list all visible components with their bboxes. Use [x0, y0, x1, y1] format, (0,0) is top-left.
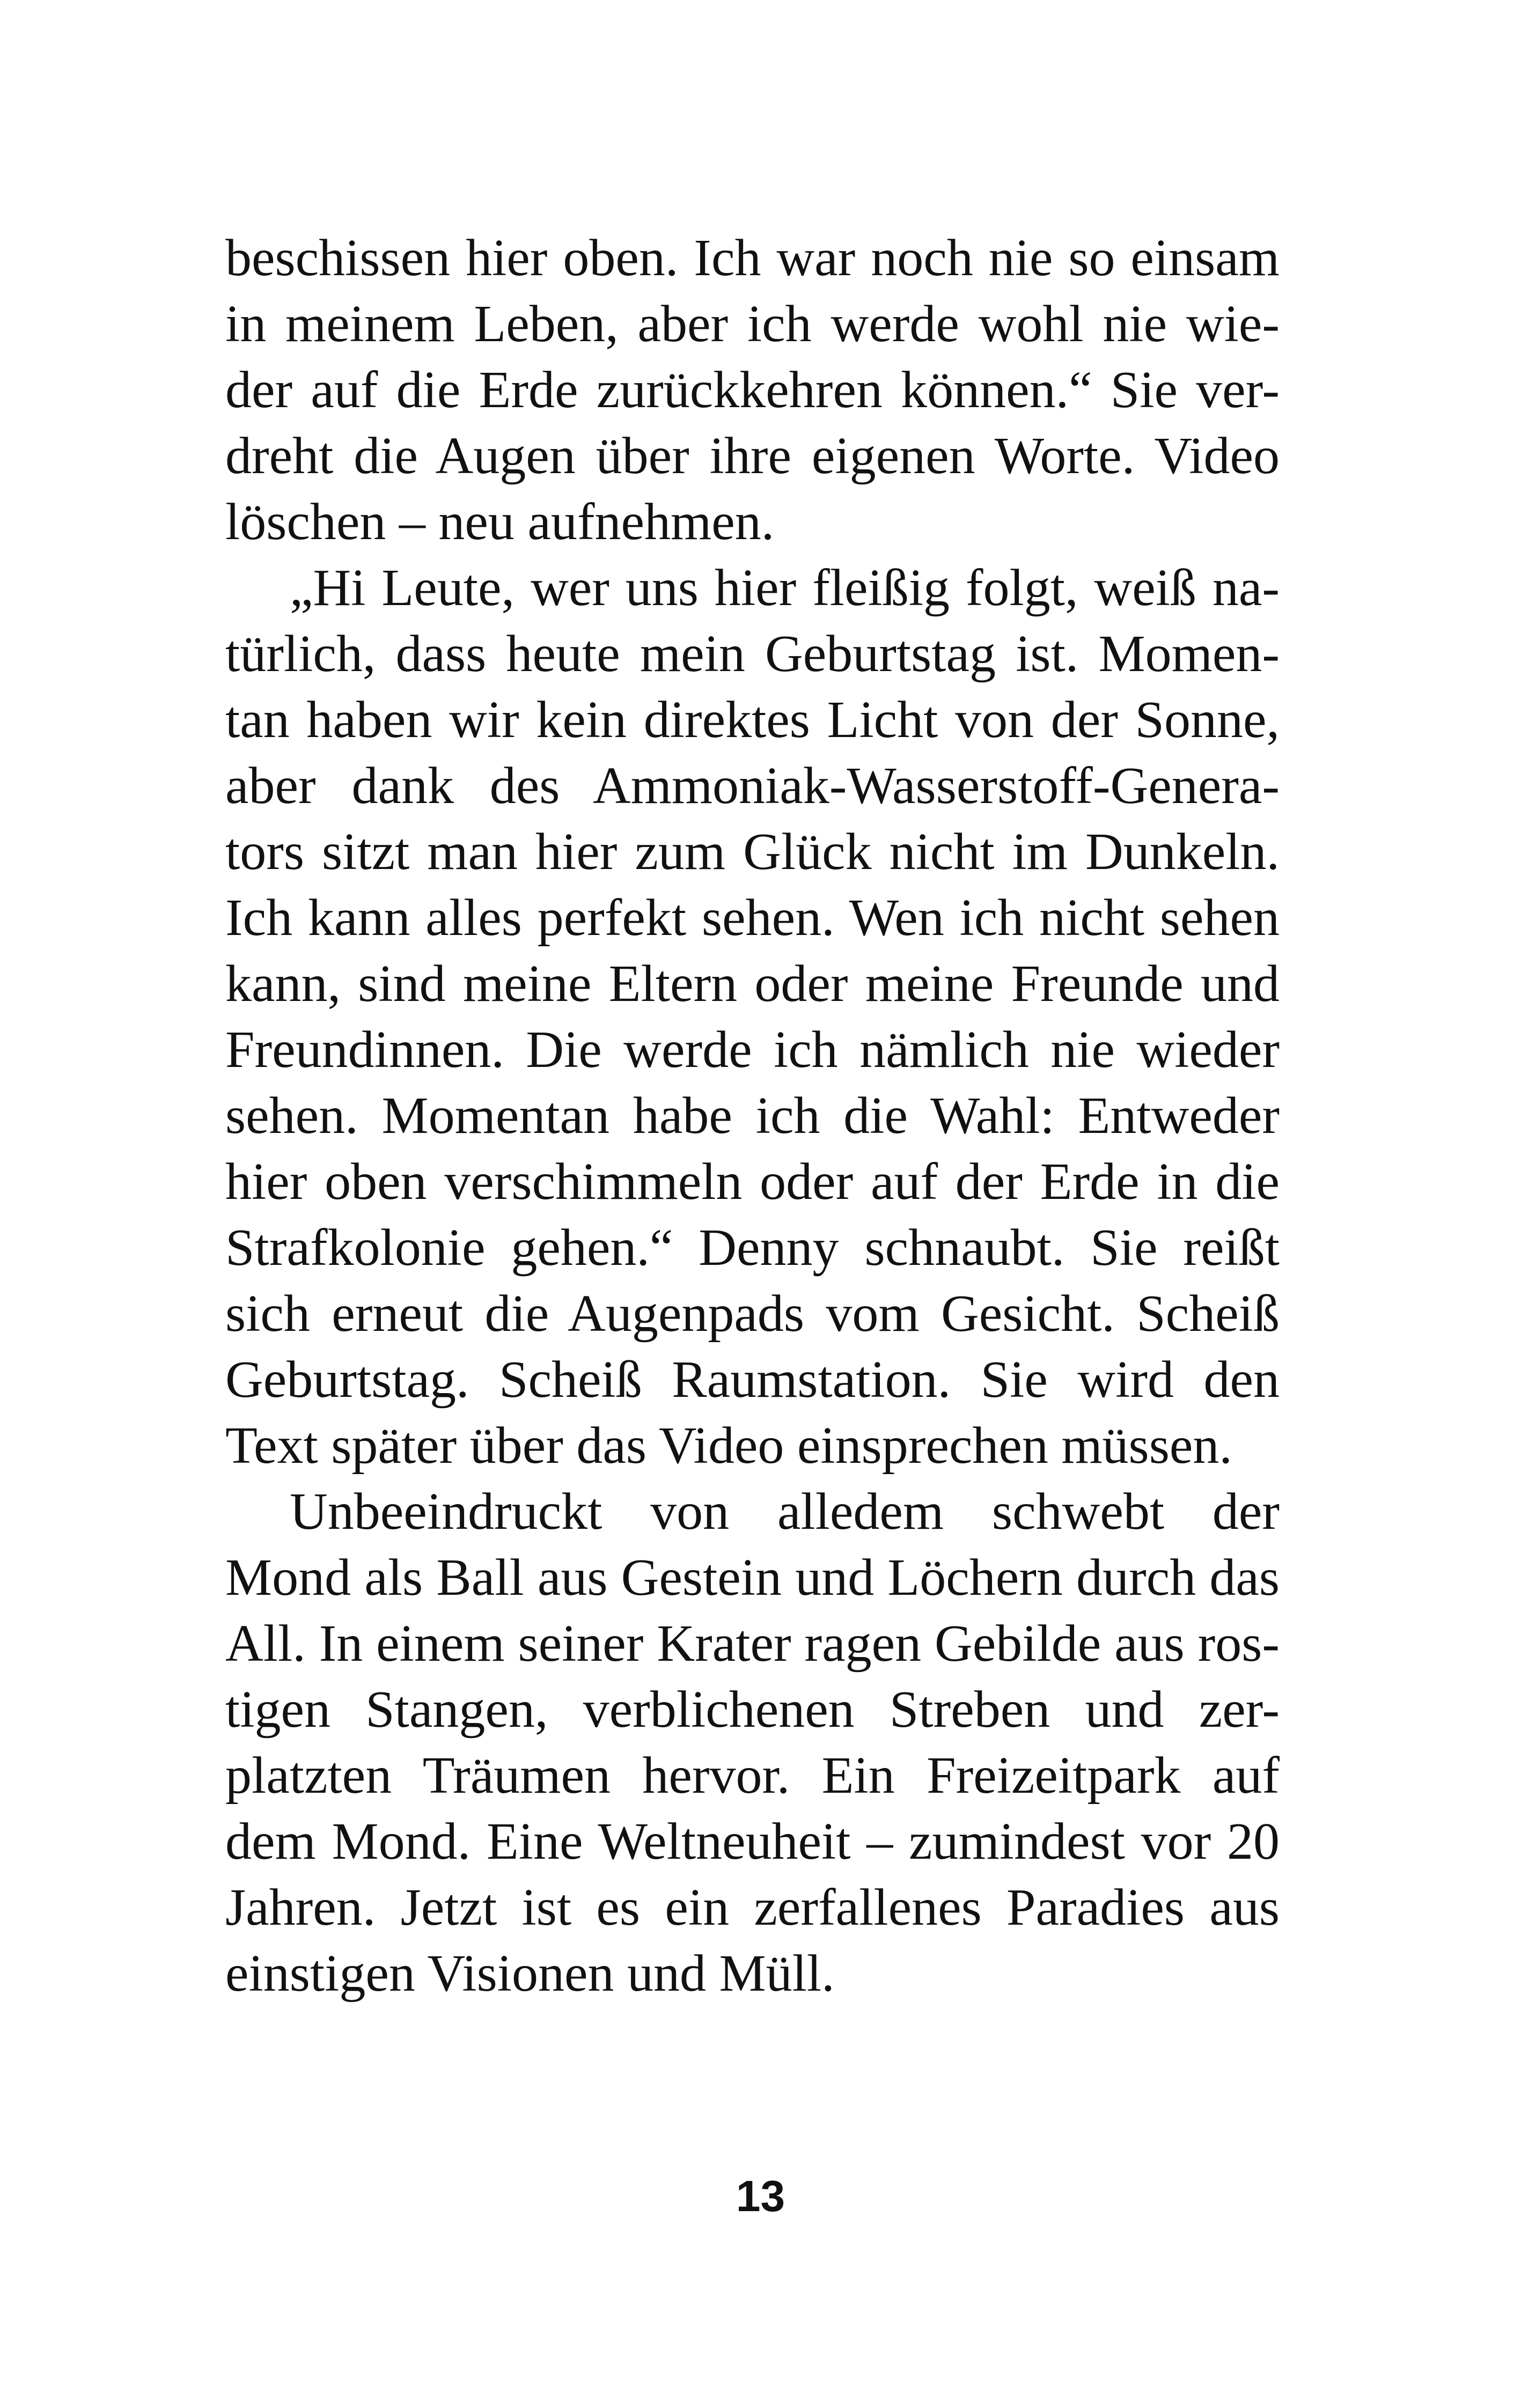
text-line: Unbeeindruckt von alledem schwebt der	[290, 1483, 1280, 1541]
text-line: türlich, dass heute mein Geburtstag ist. Momen-	[225, 625, 1280, 683]
text-line: Mond als Ball aus Gestein und Löchern durch das	[225, 1549, 1280, 1607]
text-line: tan haben wir kein direktes Licht von der Sonne,	[225, 691, 1280, 749]
text-line: Text später über das Video einsprechen müssen.	[225, 1417, 1232, 1475]
text-line: in meinem Leben, aber ich werde wohl nie wie-	[225, 295, 1280, 353]
text-line: sehen. Momentan habe ich die Wahl: Entweder	[225, 1087, 1280, 1145]
text-line: der auf die Erde zurückkehren können.“ Sie ver-	[225, 361, 1280, 419]
text-line: dreht die Augen über ihre eigenen Worte. Video	[225, 427, 1280, 485]
text-line: dem Mond. Eine Weltneuheit – zumindest vor 20	[225, 1813, 1280, 1871]
text-line: All. In einem seiner Krater ragen Gebilde aus ros-	[225, 1615, 1280, 1673]
text-line: löschen – neu aufnehmen.	[225, 493, 775, 551]
text-line: Jahren. Jetzt ist es ein zerfallenes Paradies aus	[225, 1879, 1280, 1936]
text-line: Ich kann alles perfekt sehen. Wen ich nicht sehen	[225, 889, 1280, 947]
text-line: platzten Träumen hervor. Ein Freizeitpark auf	[225, 1747, 1280, 1805]
body-text	[225, 225, 1280, 2007]
text-line: Strafkolonie gehen.“ Denny schnaubt. Sie reißt	[225, 1219, 1280, 1277]
text-line: Geburtstag. Scheiß Raumstation. Sie wird den	[225, 1351, 1280, 1409]
text-line: beschissen hier oben. Ich war noch nie so einsam	[225, 229, 1280, 287]
text-line: hier oben verschimmeln oder auf der Erde in die	[225, 1153, 1280, 1211]
page-number: 13	[736, 2172, 785, 2221]
text-line: tigen Stangen, verblichenen Streben und zer-	[225, 1681, 1280, 1739]
text-line: sich erneut die Augenpads vom Gesicht. Scheiß	[225, 1285, 1280, 1343]
text-line: einstigen Visionen und Müll.	[225, 1945, 835, 2002]
text-line: tors sitzt man hier zum Glück nicht im Dunkeln.	[225, 823, 1280, 881]
text-line: kann, sind meine Eltern oder meine Freunde und	[225, 955, 1280, 1013]
text-line: aber dank des Ammoniak-Wasserstoff-Genera-	[225, 757, 1280, 815]
text-line: Freundinnen. Die werde ich nämlich nie wieder	[225, 1021, 1280, 1079]
text-line: „Hi Leute, wer uns hier fleißig folgt, weiß na-	[290, 559, 1280, 617]
